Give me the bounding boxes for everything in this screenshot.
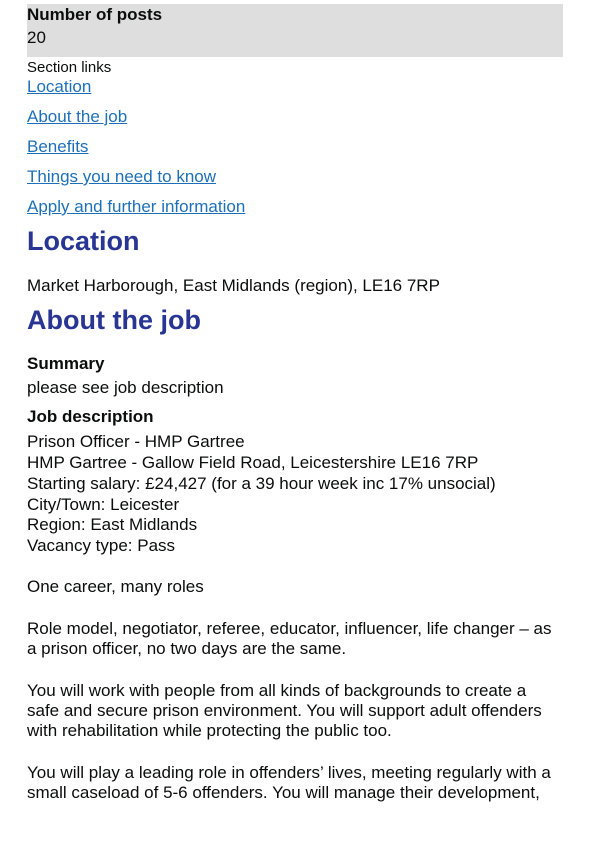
job-description-label: Job description: [27, 407, 154, 426]
summary-text: please see job description: [27, 378, 224, 397]
section-link-benefits[interactable]: Benefits: [27, 137, 89, 156]
job-detail-line: Starting salary: £24,427 (for a 39 hour week inc 17% unsocial): [27, 474, 496, 493]
paragraph-line: small caseload of 5-6 offenders. You will manage their development,: [27, 783, 540, 802]
job-detail-line: HMP Gartree - Gallow Field Road, Leicestershire LE16 7RP: [27, 453, 479, 472]
section-links-title: Section links: [27, 59, 112, 76]
paragraph-line: Role model, negotiator, referee, educator, influencer, life changer – as: [27, 619, 552, 638]
number-of-posts-label: Number of posts: [27, 5, 163, 24]
job-detail-line: Prison Officer - HMP Gartree: [27, 432, 245, 451]
number-of-posts-value: 20: [27, 28, 46, 47]
job-detail-line: Region: East Midlands: [27, 515, 198, 534]
section-link-location[interactable]: Location: [27, 77, 92, 96]
job-detail-line: City/Town: Leicester: [27, 495, 180, 514]
section-link-things-you-need-to-know[interactable]: Things you need to know: [27, 167, 217, 186]
paragraph-line: a prison officer, no two days are the same.: [27, 639, 347, 658]
location-text: Market Harborough, East Midlands (region), LE16 7RP: [27, 276, 440, 295]
section-link-apply-and-further-information[interactable]: Apply and further information: [27, 197, 246, 216]
summary-label: Summary: [27, 354, 105, 373]
about-the-job-heading: About the job: [27, 305, 201, 335]
paragraph-line: with rehabilitation while protecting the public too.: [27, 721, 392, 740]
section-link-about-the-job[interactable]: About the job: [27, 107, 128, 126]
location-heading: Location: [27, 226, 140, 256]
paragraph-line: safe and secure prison environment. You will support adult offenders: [27, 701, 542, 720]
paragraph-line: You will work with people from all kinds of backgrounds to create a: [27, 681, 527, 700]
job-detail-line: Vacancy type: Pass: [27, 536, 176, 555]
paragraph-line: You will play a leading role in offenders’ lives, meeting regularly with a: [27, 763, 551, 782]
tagline: One career, many roles: [27, 577, 204, 596]
